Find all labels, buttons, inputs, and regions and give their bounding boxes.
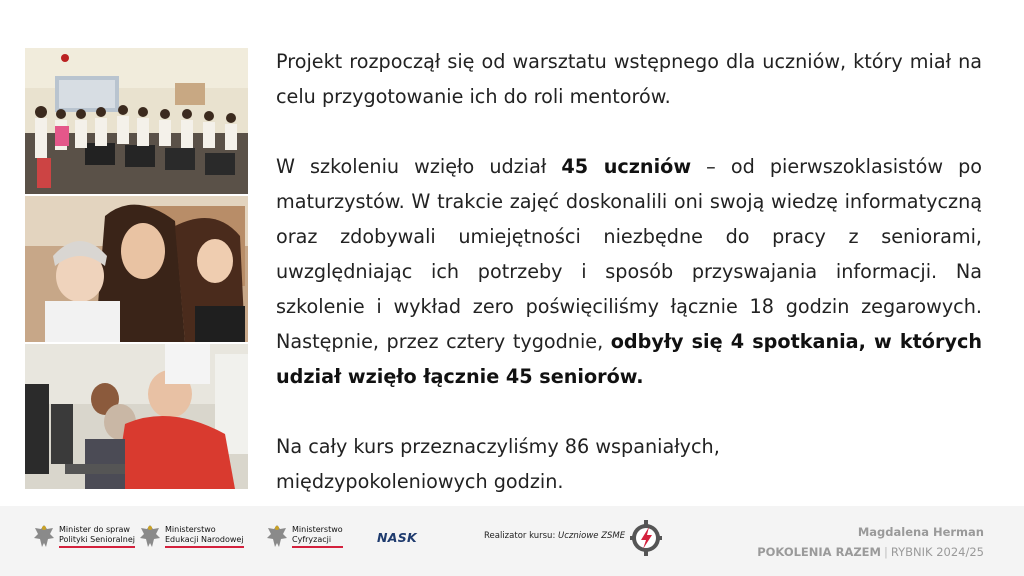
- intro-text: Projekt rozpoczął się od warsztatu wstępnego dla uczniów, który miał na celu przygotowanie ich do roli mentorów.: [276, 50, 982, 108]
- eagle-emblem-icon: [139, 523, 161, 549]
- logo-minister-senior-policy: [33, 523, 135, 549]
- logo2-line1: Ministerstwo: [165, 524, 216, 534]
- paragraph-training: [276, 149, 982, 394]
- paragraph-summary: [276, 429, 982, 499]
- main-text: [276, 44, 982, 499]
- meetings-highlight: odbyły się 4 spotkania, w których udział wzięło łącznie 45 seniorów.: [276, 330, 982, 388]
- author-name: Magdalena Herman: [857, 525, 984, 539]
- logo3-line1: Ministerstwo: [292, 524, 343, 534]
- project-name: POKOLENIA RAZEM: [757, 545, 881, 559]
- paragraph-intro: [276, 44, 982, 114]
- realizator-name: Uczniowe ZSME: [558, 531, 626, 541]
- logo1-line1: Minister do spraw: [59, 524, 130, 534]
- students-count: 45 uczniów: [561, 155, 692, 178]
- training-text-a: W szkoleniu wzięło udział: [276, 155, 562, 178]
- eagle-emblem-icon: [33, 523, 55, 549]
- realizator-label: Realizator kursu:: [484, 531, 559, 541]
- footer-bar: [0, 506, 1024, 576]
- location-year: RYBNIK 2024/25: [890, 545, 984, 559]
- course-organizer: [484, 531, 625, 541]
- nask-logo: NASK: [377, 530, 418, 545]
- footer-separator: |: [883, 545, 888, 559]
- training-text-c: – od pierwszoklasistów po maturzystów. W trakcie zajęć doskonalili oni swoją wiedzę informatyczną oraz zdobywali umiejętności niezbędne do pracy z seniorami, uwzględniając ich potrzeby i sposób przyswajania informacji. Na szkolenie i wykład zero poświęciliśmy łącznie 18 godzin zegarowych. Następnie, przez cztery tygodnie,: [276, 155, 983, 353]
- logo-ministry-education: [139, 523, 244, 549]
- logo2-line2: Edukacji Narodowej: [165, 534, 244, 544]
- logo3-line2: Cyfryzacji: [292, 534, 332, 544]
- summary-line-2: międzypokoleniowych godzin.: [276, 470, 564, 493]
- author-block: [757, 522, 984, 562]
- logo-ministry-digital: [266, 523, 343, 549]
- photo-students-helping: [25, 196, 248, 342]
- eagle-emblem-icon: [266, 523, 288, 549]
- photo-collage: [25, 48, 248, 489]
- logo1-line2: Polityki Senioralnej: [59, 534, 135, 544]
- photo-senior-computer: [25, 344, 248, 489]
- summary-line-1: Na cały kurs przeznaczyliśmy 86 wspaniałych,: [276, 435, 720, 458]
- school-gear-logo-icon: [628, 518, 664, 558]
- photo-workshop-group: [25, 48, 248, 194]
